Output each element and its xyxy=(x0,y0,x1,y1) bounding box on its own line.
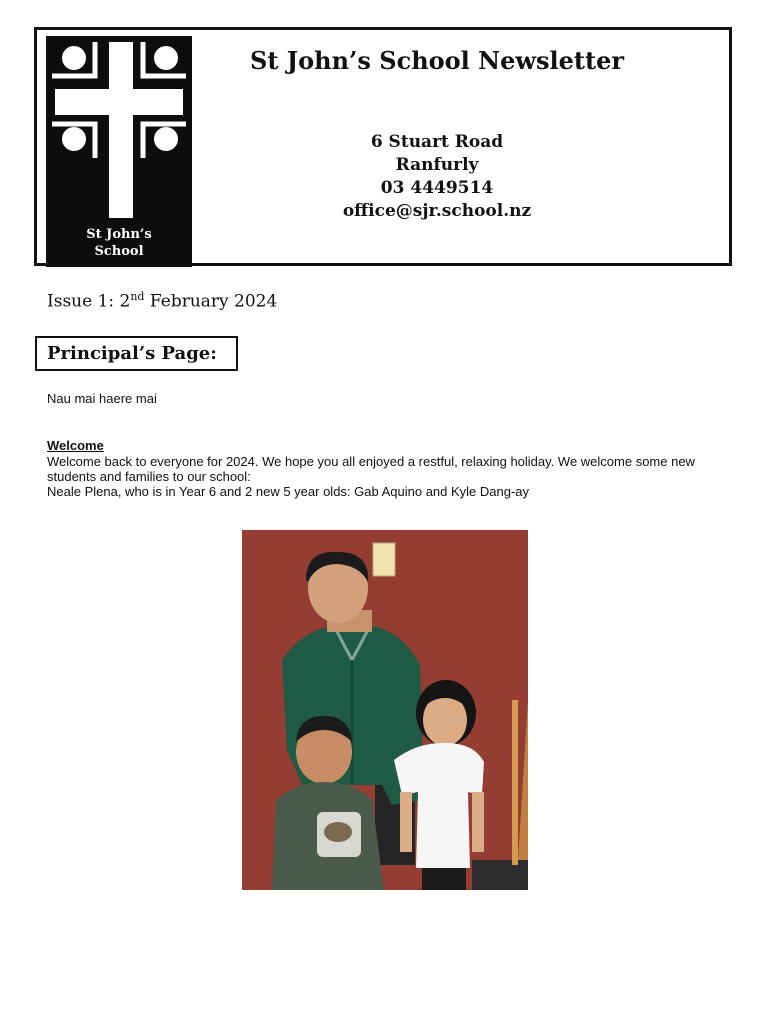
welcome-text-1: Welcome back to everyone for 2024. We hope you all enjoyed a restful, relaxing holiday. We welcome some new students and families to our school: xyxy=(47,454,695,484)
welcome-text-2: Neale Plena, who is in Year 6 and 2 new 5 year olds: Gab Aquino and Kyle Dang-ay xyxy=(47,484,530,499)
welcome-paragraph xyxy=(47,454,727,499)
newsletter-title: St John’s School Newsletter xyxy=(250,46,624,75)
school-logo xyxy=(46,36,192,267)
greeting-text: Nau mai haere mai xyxy=(47,391,157,406)
logo-line-2: School xyxy=(94,244,144,259)
section-heading-box xyxy=(35,336,238,371)
street-address: 6 Stuart Road xyxy=(370,132,504,152)
issue-ordinal: nd xyxy=(130,290,145,303)
contact-block xyxy=(287,131,587,223)
welcome-heading: Welcome xyxy=(47,438,104,453)
newsletter-header xyxy=(34,27,732,266)
email-address: office@sjr.school.nz xyxy=(342,201,532,221)
issue-date xyxy=(47,290,277,312)
logo-line-1: St John’s xyxy=(86,227,152,242)
issue-rest: February 2024 xyxy=(144,291,278,312)
logo-caption xyxy=(46,226,192,260)
phone-number: 03 4449514 xyxy=(380,178,494,198)
photo-illustration xyxy=(242,530,528,890)
new-students-photo xyxy=(242,530,528,890)
issue-prefix: Issue 1: 2 xyxy=(47,291,131,312)
town: Ranfurly xyxy=(395,155,479,175)
section-title: Principal’s Page: xyxy=(47,343,217,364)
